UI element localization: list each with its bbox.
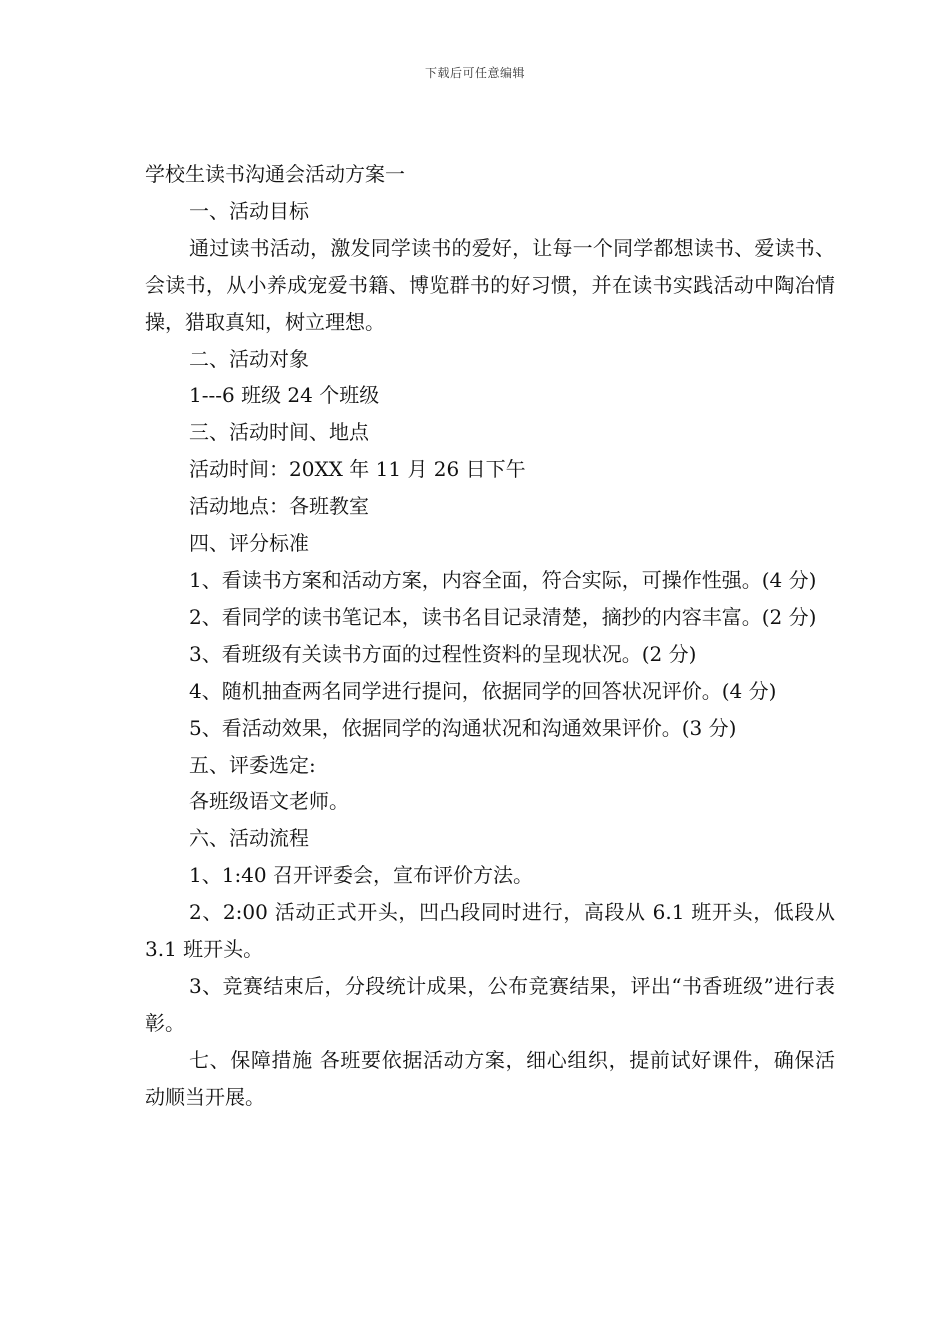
- paragraph-target: 1---6 班级 24 个班级: [189, 383, 380, 408]
- process-item: 2、2:00 活动正式开头，凹凸段同时进行，高段从 6.1 班开头，低段从 3.1 班开头。: [145, 900, 835, 962]
- document-title: 学校生读书沟通会活动方案一: [145, 162, 405, 186]
- section-heading-time-place: 三、活动时间、地点: [189, 420, 369, 445]
- scoring-item: 4、随机抽查两名同学进行提问，依据同学的回答状况评价。(4 分): [189, 678, 777, 703]
- page-header: [0, 64, 950, 81]
- section-heading-scoring: 四、评分标准: [189, 531, 309, 556]
- process-item: 3、竞赛结束后，分段统计成果，公布竞赛结果，评出“书香班级”进行表彰。: [145, 973, 835, 1035]
- scoring-item: 2、看同学的读书笔记本，读书名目记录清楚，摘抄的内容丰富。(2 分): [189, 604, 817, 629]
- scoring-item: 1、看读书方案和活动方案，内容全面，符合实际，可操作性强。(4 分): [189, 567, 817, 592]
- process-item: 1、1:40 召开评委会，宣布评价方法。: [189, 863, 533, 888]
- section-heading-process: 六、活动流程: [189, 826, 309, 851]
- paragraph-goal: 通过读书活动，激发同学读书的爱好，让每一个同学都想读书、爱读书、会读书，从小养成宠爱书籍、博览群书的好习惯，并在读书实践活动中陶冶情操，猎取真知，树立理想。: [145, 235, 835, 334]
- paragraph-place: 活动地点：各班教室: [189, 494, 369, 519]
- document-body: [145, 156, 835, 1116]
- paragraph-time: 活动时间：20XX 年 11 月 26 日下午: [189, 457, 526, 482]
- scoring-item: 5、看活动效果，依据同学的沟通状况和沟通效果评价。(3 分): [189, 715, 737, 740]
- section-heading-judges: 五、评委选定:: [189, 752, 316, 777]
- header-text: 下载后可任意编辑: [424, 66, 525, 80]
- paragraph-safeguards: 七、保障措施 各班要依据活动方案，细心组织，提前试好课件，确保活动顺当开展。: [145, 1047, 835, 1109]
- paragraph-judges: 各班级语文老师。: [189, 789, 349, 814]
- section-heading-target: 二、活动对象: [189, 346, 309, 371]
- scoring-item: 3、看班级有关读书方面的过程性资料的呈现状况。(2 分): [189, 641, 697, 666]
- section-heading-goal: 一、活动目标: [189, 198, 309, 223]
